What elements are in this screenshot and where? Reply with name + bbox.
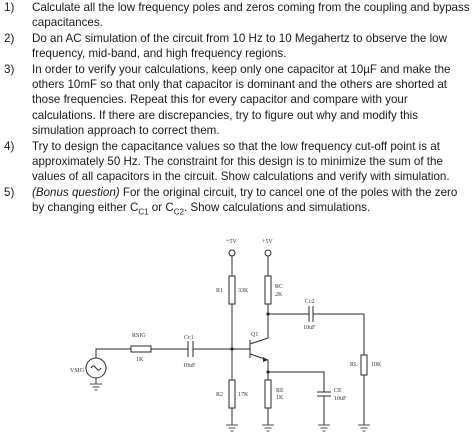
re-resistor [265,380,271,408]
re-label: RE [276,388,284,394]
rsig-label: RSIG [132,333,146,339]
sine-icon [91,366,101,370]
cc2-value: 10uF [303,325,316,331]
rsig-value: 1K [136,357,144,363]
question-number: 1) [4,1,15,14]
vcc1-label: +5V [226,239,237,245]
cc1-label: Cc1 [184,335,194,341]
q1-collector-lead [250,338,268,344]
question-number: 5) [4,185,15,199]
subscript-c2: C2 [173,207,184,217]
subscript-c1: C1 [138,207,149,217]
rl-value: 10K [371,362,382,368]
rc-label: RC [275,284,284,290]
vcc-node-left [229,250,235,256]
q1-label: Q1 [251,332,259,338]
junction-dot [266,370,269,373]
ground-symbol [358,425,370,431]
rl-resistor [361,355,367,375]
ce-label: CE [334,388,342,394]
ground-symbol [90,384,102,390]
input-wire [96,349,232,358]
rsig-resistor [131,346,151,352]
question-text: or C [148,201,174,215]
ground-symbol [318,425,330,431]
cc2-label: Cc2 [305,299,315,305]
output-wire [268,314,364,425]
vcc-node-right [265,250,271,256]
r2-value: 17K [238,392,249,398]
r2-resistor [229,380,235,408]
r2-label: R2 [216,392,224,398]
bonus-label: (Bonus question) [32,185,120,199]
rc-value: 2K [275,292,283,298]
ground-symbol [226,425,238,431]
vsig-label: VSIG [70,368,85,374]
question-text: Calculate all the low frequency poles and zeros coming from the coupling and bypass capacitances. [32,1,470,30]
junction-dot [266,312,269,315]
question-number: 4) [4,139,15,153]
cc2-capacitor [309,306,313,322]
rl-label: RL [350,362,358,368]
question-text: Do an AC simulation of the circuit from 10 Hz to 10 Megahertz to observe the low frequency, mid-band, and high frequency regions. [32,31,447,61]
re-value: 1K [276,395,284,401]
rc-resistor [265,276,271,304]
r1-value: 33K [238,288,249,294]
question-text: . Show calculations and simulations. [183,201,371,215]
ce-value: 10uF [334,396,347,402]
cc1-value: 10uF [183,363,196,369]
question-number: 3) [4,62,15,76]
ground-symbol [262,425,274,431]
junction-dot [230,347,233,350]
r1-label: R1 [216,288,224,294]
ce-capacitor [317,392,331,396]
r1-resistor [229,276,235,304]
question-number: 2) [4,31,15,45]
cc1-capacitor [188,341,193,357]
question-text: For the original circuit, try to cancel one of the poles with the zero by changing either C [32,185,458,215]
vcc2-label: +5V [262,239,273,245]
question-text: In order to verify your calculations, keep only one capacitor at 10µF and make the others 10mF so that only that capacitor is dominant and the others are shorted at those frequencies. Repeat this for every capacitor and compare with your calculations. If there are discrepancies, try to figure out why and modify this simulation approach to correct them. [32,62,451,138]
q1-emitter-lead [250,354,268,380]
question-text: Try to design the capacitance values so that the low frequency cut-off point is at approximately 50 Hz. The constraint for this design is to minimize the sum of the values of all capacitors in the circuit. Show calculations and verify with simulation. [32,139,450,184]
